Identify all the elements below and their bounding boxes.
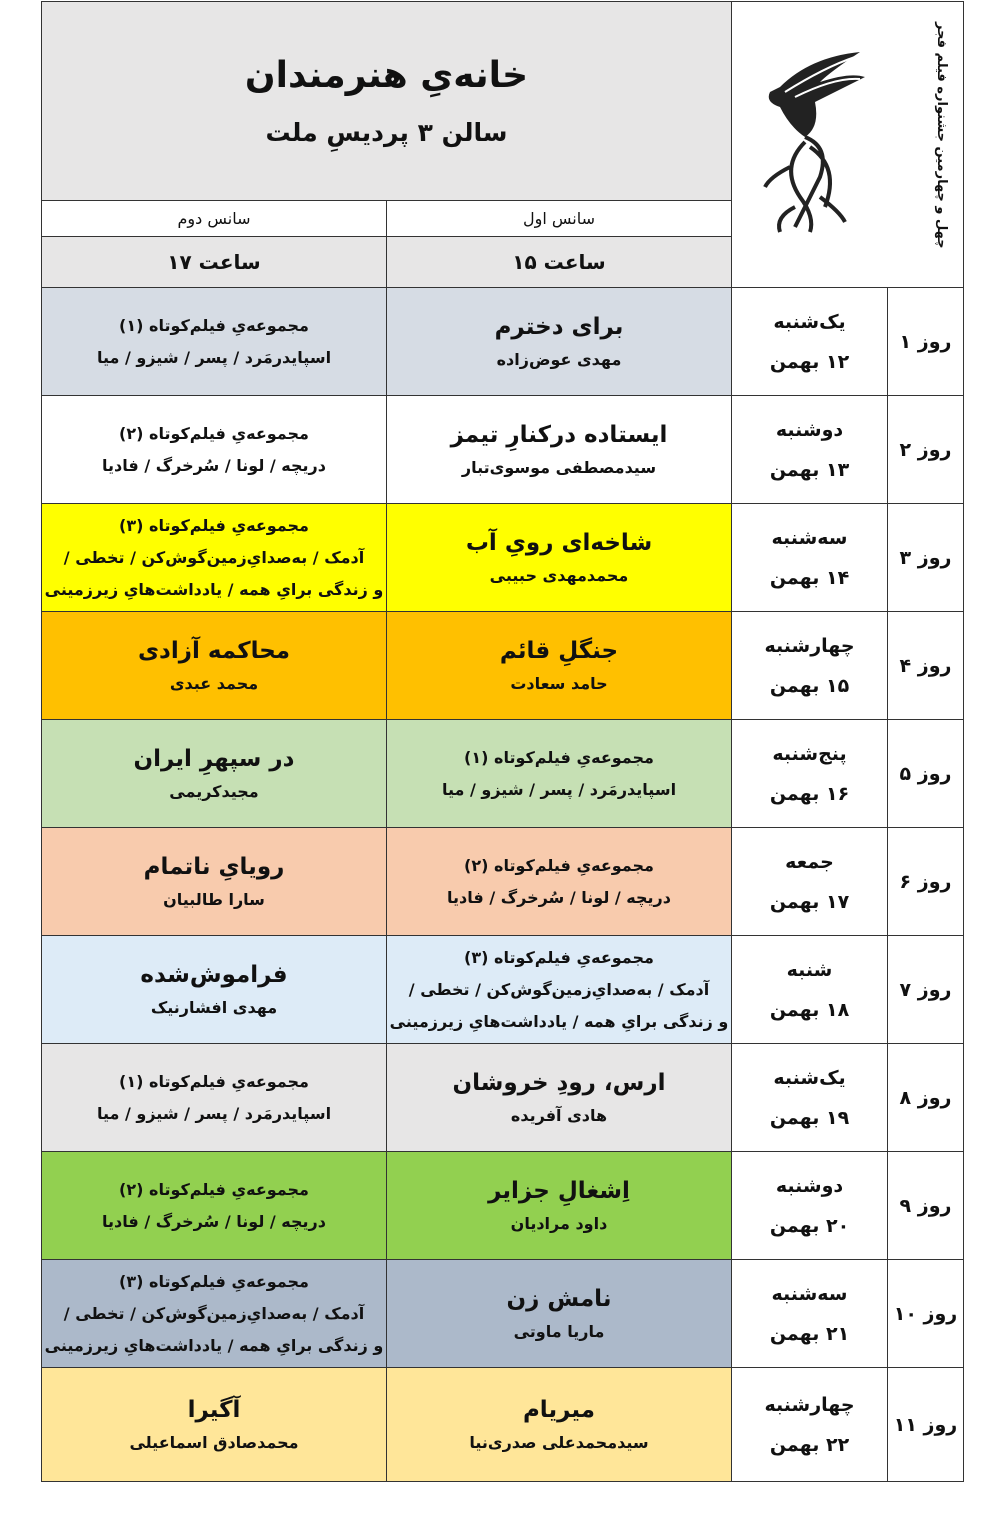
session1-time: ساعت ۱۵: [387, 237, 732, 288]
schedule-row: [42, 720, 964, 828]
schedule-row: [42, 936, 964, 1044]
session1-cell: [387, 1368, 732, 1482]
day-number: روز ۶: [888, 828, 964, 936]
venue-title-cell: [42, 2, 732, 201]
date: ۱۴ بهمن: [769, 566, 850, 589]
session1-label: سانس اول: [387, 201, 732, 237]
date-cell: [732, 828, 888, 936]
session1-cell: [387, 1152, 732, 1260]
day-number: روز ۵: [888, 720, 964, 828]
weekday: یک‌شنبه: [773, 1066, 846, 1089]
collection-films: اسپایدرمَرد / پسر / شیزو / میا: [441, 779, 677, 799]
date: ۱۵ بهمن: [769, 674, 850, 697]
day-number: روز ۸: [888, 1044, 964, 1152]
session1-cell: [387, 1044, 732, 1152]
date-cell: [732, 1152, 888, 1260]
date-cell: [732, 288, 888, 396]
day-number: روز ۷: [888, 936, 964, 1044]
collection-title: مجموعه‌یِ فیلم‌کوتاه (۲): [119, 1179, 309, 1199]
film-title: اِشغالِ جزایر: [488, 1177, 630, 1204]
film-director: سارا طالبیان: [163, 889, 265, 909]
day-number: روز ۹: [888, 1152, 964, 1260]
collection-films: دریچه / لونا / سُرخرگ / فادیا: [102, 1211, 326, 1231]
film-director: سیدمحمدعلی صدری‌نیا: [469, 1432, 649, 1452]
collection-title: مجموعه‌یِ فیلم‌کوتاه (۳): [464, 947, 654, 967]
film-title: ارس، رودِ خروشان: [452, 1069, 666, 1096]
weekday: دوشنبه: [775, 1174, 844, 1197]
film-title: فراموش‌شده: [140, 961, 288, 988]
film-title: شاخه‌ای رویِ آب: [465, 529, 653, 556]
film-director: مهدی عوض‌زاده: [496, 349, 622, 369]
weekday: دوشنبه: [775, 418, 844, 441]
session2-cell: [42, 1260, 387, 1368]
session1-cell: [387, 504, 732, 612]
film-director: هادی آفریده: [510, 1105, 608, 1125]
collection-films: و زندگی برایِ همه / یادداشت‌هایِ زیرزمینی: [44, 579, 384, 599]
session1-cell: [387, 936, 732, 1044]
day-number: روز ۴: [888, 612, 964, 720]
collection-title: مجموعه‌یِ فیلم‌کوتاه (۳): [119, 1271, 309, 1291]
day-number: روز ۱: [888, 288, 964, 396]
date: ۱۷ بهمن: [769, 890, 850, 913]
session2-cell: [42, 396, 387, 504]
date-cell: [732, 936, 888, 1044]
date-cell: [732, 1044, 888, 1152]
collection-films: آدمک / به‌صدایِ‌زمین‌گوش‌کن / تخطی /: [63, 1303, 365, 1323]
film-director: حامد سعادت: [510, 673, 608, 693]
film-director: ماریا ماوتی: [513, 1321, 605, 1341]
film-director: داود مرادیان: [510, 1213, 608, 1233]
simorgh-logo-icon: [750, 47, 870, 237]
hall-subtitle: سالن ۳ پردیسِ ملت: [265, 118, 508, 147]
schedule-row: [42, 288, 964, 396]
schedule-row: [42, 1152, 964, 1260]
session2-label: سانس دوم: [42, 201, 387, 237]
weekday: چهارشنبه: [764, 1393, 855, 1416]
day-number: روز ۱۱: [888, 1368, 964, 1482]
session1-cell: [387, 828, 732, 936]
date-cell: [732, 504, 888, 612]
session2-cell: [42, 1044, 387, 1152]
weekday: پنج‌شنبه: [772, 742, 847, 765]
collection-films: دریچه / لونا / سُرخرگ / فادیا: [447, 887, 671, 907]
session1-cell: [387, 720, 732, 828]
day-number: روز ۳: [888, 504, 964, 612]
date: ۱۲ بهمن: [769, 350, 850, 373]
schedule-row: [42, 1044, 964, 1152]
film-director: سیدمصطفی موسوی‌تبار: [461, 457, 657, 477]
collection-films: آدمک / به‌صدایِ‌زمین‌گوش‌کن / تخطی /: [63, 547, 365, 567]
film-director: محمد عبدی: [169, 673, 259, 693]
film-title: ایستاده درکنارِ تیمز: [450, 421, 668, 448]
date: ۲۲ بهمن: [769, 1433, 850, 1456]
collection-title: مجموعه‌یِ فیلم‌کوتاه (۳): [119, 515, 309, 535]
schedule-row: [42, 504, 964, 612]
film-director: مجیدکریمی: [169, 781, 259, 801]
collection-title: مجموعه‌یِ فیلم‌کوتاه (۱): [119, 315, 309, 335]
collection-films: و زندگی برایِ همه / یادداشت‌هایِ زیرزمینی: [44, 1335, 384, 1355]
session2-cell: [42, 288, 387, 396]
session1-cell: [387, 612, 732, 720]
schedule-row: [42, 1260, 964, 1368]
session2-cell: [42, 828, 387, 936]
schedule-row: [42, 1368, 964, 1482]
session2-cell: [42, 720, 387, 828]
collection-films: اسپایدرمَرد / پسر / شیزو / میا: [96, 1103, 332, 1123]
weekday: شنبه: [786, 958, 833, 981]
venue-title: خانه‌یِ هنرمندان: [244, 55, 529, 96]
session2-cell: [42, 1152, 387, 1260]
schedule-row: [42, 612, 964, 720]
schedule-table: [41, 1, 964, 1482]
schedule-row: [42, 396, 964, 504]
session2-cell: [42, 936, 387, 1044]
day-number: روز ۲: [888, 396, 964, 504]
film-director: محمدمهدی حبیبی: [489, 565, 629, 585]
film-title: نامش زن: [506, 1285, 612, 1312]
logo-cell: [732, 2, 964, 288]
film-title: برای دخترم: [494, 313, 624, 340]
film-director: محمدصادق اسماعیلی: [129, 1432, 299, 1452]
film-title: جنگلِ قائم: [499, 637, 619, 664]
collection-title: مجموعه‌یِ فیلم‌کوتاه (۱): [119, 1071, 309, 1091]
date: ۱۸ بهمن: [769, 998, 850, 1021]
weekday: چهارشنبه: [764, 634, 855, 657]
film-title: رویایِ ناتمام: [143, 853, 285, 880]
weekday: جمعه: [785, 850, 834, 873]
collection-films: دریچه / لونا / سُرخرگ / فادیا: [102, 455, 326, 475]
weekday: سه‌شنبه: [771, 526, 848, 549]
session1-cell: [387, 1260, 732, 1368]
session1-cell: [387, 288, 732, 396]
collection-films: اسپایدرمَرد / پسر / شیزو / میا: [96, 347, 332, 367]
date-cell: [732, 1368, 888, 1482]
weekday: یک‌شنبه: [773, 310, 846, 333]
collection-films: و زندگی برایِ همه / یادداشت‌هایِ زیرزمینی: [389, 1011, 729, 1031]
schedule-row: [42, 828, 964, 936]
session2-cell: [42, 612, 387, 720]
date: ۱۹ بهمن: [769, 1106, 850, 1129]
film-title: آگیرا: [187, 1396, 241, 1423]
date-cell: [732, 612, 888, 720]
film-title: محاکمه آزادی: [137, 637, 291, 664]
date-cell: [732, 1260, 888, 1368]
festival-name: چهل و چهارمین جشنواره فیلم فجر: [934, 22, 949, 249]
day-number: روز ۱۰: [888, 1260, 964, 1368]
session2-time: ساعت ۱۷: [42, 237, 387, 288]
date: ۱۳ بهمن: [769, 458, 850, 481]
weekday: سه‌شنبه: [771, 1282, 848, 1305]
film-title: میریام: [522, 1396, 596, 1423]
film-title: در سپهرِ ایران: [133, 745, 295, 772]
film-director: مهدی افشارنیک: [150, 997, 278, 1017]
date: ۲۱ بهمن: [769, 1322, 850, 1345]
collection-films: آدمک / به‌صدایِ‌زمین‌گوش‌کن / تخطی /: [408, 979, 710, 999]
date-cell: [732, 720, 888, 828]
date-cell: [732, 396, 888, 504]
date: ۱۶ بهمن: [769, 782, 850, 805]
session1-cell: [387, 396, 732, 504]
collection-title: مجموعه‌یِ فیلم‌کوتاه (۲): [464, 855, 654, 875]
collection-title: مجموعه‌یِ فیلم‌کوتاه (۱): [464, 747, 654, 767]
session2-cell: [42, 1368, 387, 1482]
collection-title: مجموعه‌یِ فیلم‌کوتاه (۲): [119, 423, 309, 443]
session2-cell: [42, 504, 387, 612]
date: ۲۰ بهمن: [769, 1214, 850, 1237]
